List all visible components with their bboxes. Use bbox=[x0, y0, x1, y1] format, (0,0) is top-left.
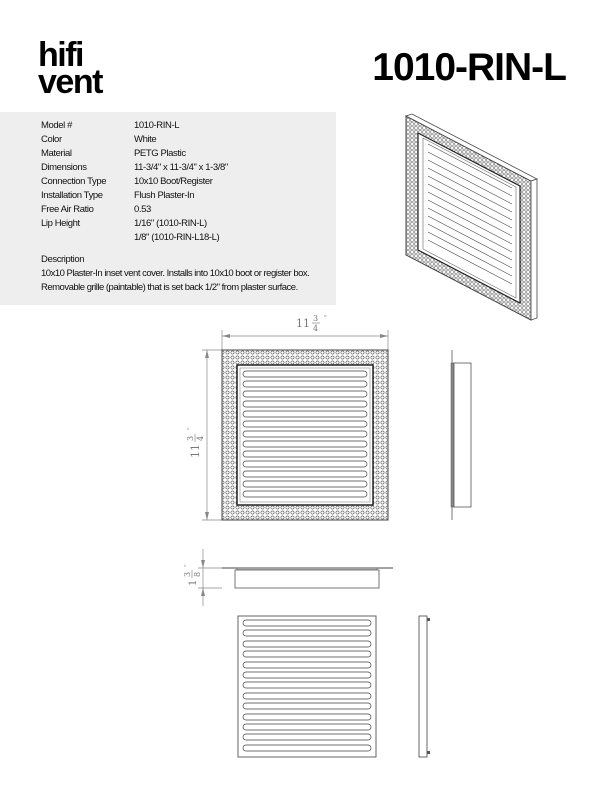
grille-front-view bbox=[238, 616, 376, 757]
profile-view bbox=[183, 549, 393, 606]
width-dim-den: 4 bbox=[313, 324, 319, 333]
spec-label: Installation Type bbox=[41, 190, 103, 201]
logo-line-2: vent bbox=[38, 63, 102, 101]
height-dim-unit: " bbox=[187, 427, 194, 430]
width-dim-unit: " bbox=[324, 315, 327, 322]
logo-line-1: hifi bbox=[38, 36, 83, 74]
depth-dim-den: 8 bbox=[193, 571, 202, 577]
side-view bbox=[451, 350, 471, 520]
grille-side-view bbox=[419, 616, 430, 757]
front-view bbox=[186, 314, 388, 520]
description-line: 10x10 Plaster-In inset vent cover. Installs into 10x10 boot or register box. bbox=[41, 268, 310, 279]
spec-value: 11-3/4" x 11-3/4" x 1-3/8" bbox=[134, 162, 228, 173]
spec-label: Free Air Ratio bbox=[41, 204, 94, 215]
spec-value: 0.53 bbox=[134, 204, 151, 215]
height-dim-den: 4 bbox=[196, 435, 205, 441]
width-dim-num: 3 bbox=[313, 314, 319, 323]
depth-dim-whole: 1 bbox=[188, 579, 199, 586]
model-title: 1010-RIN-L bbox=[372, 46, 566, 89]
spec-value: 10x10 Boot/Register bbox=[134, 176, 213, 187]
spec-label: Material bbox=[41, 148, 72, 159]
depth-dim-unit: " bbox=[184, 564, 191, 567]
spec-value: 1/8" (1010-RIN-L18-L) bbox=[134, 232, 220, 243]
description-title: Description bbox=[41, 254, 85, 265]
spec-label: Model # bbox=[41, 120, 72, 131]
spec-value: Flush Plaster-In bbox=[134, 190, 195, 201]
width-dim-whole: 11 bbox=[296, 317, 310, 330]
spec-value: 1/16" (1010-RIN-L) bbox=[134, 218, 207, 229]
spec-value: PETG Plastic bbox=[134, 148, 186, 159]
height-dim-num: 3 bbox=[186, 435, 195, 441]
height-dim-whole: 11 bbox=[189, 444, 202, 458]
isometric-view bbox=[406, 114, 537, 320]
description-line: Removable grille (paintable) that is set back 1/2" from plaster surface. bbox=[41, 282, 298, 293]
spec-label: Dimensions bbox=[41, 162, 87, 173]
spec-value: 1010-RIN-L bbox=[134, 120, 180, 131]
spec-label: Lip Height bbox=[41, 218, 80, 229]
spec-label: Connection Type bbox=[41, 176, 107, 187]
depth-dim-num: 3 bbox=[183, 571, 192, 577]
spec-value: White bbox=[134, 134, 157, 145]
spec-label: Color bbox=[41, 134, 62, 145]
